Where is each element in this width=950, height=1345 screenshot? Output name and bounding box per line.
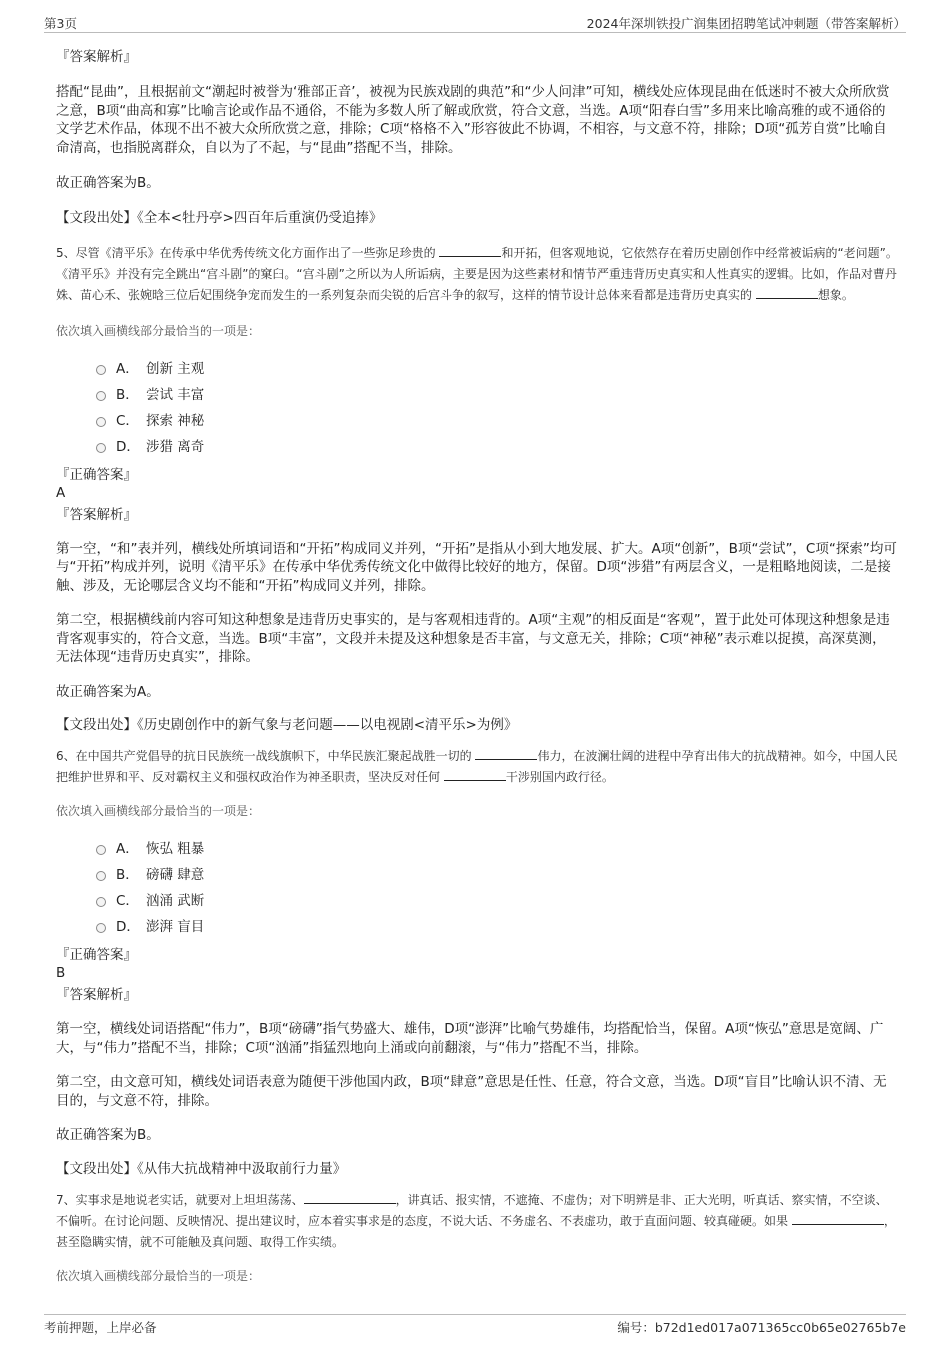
radio-button[interactable] (96, 845, 106, 855)
page-header (44, 12, 906, 33)
radio-button[interactable] (96, 417, 106, 427)
correct-answer-label: 『正确答案』 (56, 466, 137, 483)
option-c[interactable]: C． 探索 神秘 (96, 408, 898, 434)
source: 【文段出处】《从伟大抗战精神中汲取前行力量》 (56, 1160, 347, 1177)
answer-blank (304, 1191, 396, 1204)
radio-button[interactable] (96, 443, 106, 453)
page-footer (44, 1314, 906, 1335)
document-title: 2024年深圳铁投广润集团招聘笔试冲刺题（带答案解析） (586, 16, 906, 31)
correct-answer: B (56, 965, 66, 981)
analysis-text: 第二空，由文意可知，横线处词语表意为随便干涉他国内政，B项“肆意”意思是任性、任意，符合文意，当选。D项“盲目”比喻认识不清、无目的，与文意不符，排除。 (56, 1074, 887, 1109)
analysis-label: 『答案解析』 (56, 506, 137, 523)
page-content (56, 42, 898, 1285)
question-instruction: 依次填入画横线部分最恰当的一项是： (56, 1268, 261, 1283)
answer-blank (439, 244, 501, 257)
conclusion: 故正确答案为B。 (56, 1127, 160, 1143)
answer-blank (756, 286, 818, 299)
conclusion: 故正确答案为A。 (56, 683, 160, 700)
question-instruction: 依次填入画横线部分最恰当的一项是： (56, 323, 261, 338)
question-instruction: 依次填入画横线部分最恰当的一项是： (56, 804, 261, 818)
option-d[interactable]: D． 澎湃 盲目 (96, 914, 898, 940)
option-list-5 (56, 356, 898, 460)
correct-answer-label: 『正确答案』 (56, 947, 137, 963)
footer-slogan: 考前押题，上岸必备 (44, 1320, 157, 1335)
radio-button[interactable] (96, 871, 106, 881)
analysis-text: 搭配“昆曲”，且根据前文“潮起时被誉为‘雅部正音’，被视为民族戏剧的典范”和“少人问津”可知，横线处应体现昆曲在低迷时不被大众所欣赏之意，B项“曲高和寡”比喻言论或作品不通俗，不能为多数人所了解或欣赏，符合文意，当选。A项“阳春白雪”多用来比喻高雅的或不通俗的文学艺术作品，体现不出不被大众所欣赏之意，排除；C项“格格不入”形容彼此不协调，不相容，与文意不符，排除；D项“孤芳自赏”比喻自命清高，也指脱离群众，自以为了不起，与“昆曲”搭配不当，排除。 (56, 84, 890, 156)
option-b[interactable]: B． 磅礴 肆意 (96, 862, 898, 888)
source: 【文段出处】《全本<牡丹亭>四百年后重演仍受追捧》 (56, 209, 383, 226)
conclusion: 故正确答案为B。 (56, 175, 160, 191)
question-stem-5: 5、尽管《清平乐》在传承中华优秀传统文化方面作出了一些弥足珍贵的 和开拓，但客观地说，它依然存在着历史剧创作中经常被诟病的“老问题”。《清平乐》并没有完全跳出“宫斗剧”的窠臼。“宫斗剧”之所以为人所诟病，主要是因为这些素材和情节严重违背历史真实和人性真实的逻辑。比如，作品对曹丹姝、苗心禾、张婉晗三位后妃围绕争宠而发生的一系列复杂而尖锐的后宫斗争的叙写，这样的情节设计总体来看都是违背历史真实的 想象。 (56, 245, 898, 302)
analysis-text: 第一空，横线处词语搭配“伟力”，B项“磅礴”指气势盛大、雄伟，D项“澎湃”比喻气势雄伟，均搭配恰当，保留。A项“恢弘”意思是宽阔、广大，与“伟力”搭配不当，排除；C项“汹涌”指猛烈地向上涌或向前翻滚，与“伟力”搭配不当，排除。 (56, 1021, 884, 1056)
answer-blank (475, 747, 537, 760)
answer-blank (792, 1212, 884, 1225)
question-stem-7: 7、实事求是地说老实话，就要对上坦坦荡荡、 ，讲真话、报实情，不遮掩、不虚伪；对下明辨是非、正大光明，听真话、察实情，不空谈、不偏听。在讨论问题、反映情况、提出建议时，应本着实事求是的态度，不说大话、不务虚名、不表虚功，敢于直面问题、较真碰硬。如果 ，甚至隐瞒实情，就不可能触及真问题、取得工作实绩。 (56, 1192, 896, 1249)
radio-button[interactable] (96, 923, 106, 933)
radio-button[interactable] (96, 897, 106, 907)
option-d[interactable]: D． 涉猎 离奇 (96, 434, 898, 460)
analysis-text: 第二空，根据横线前内容可知这种想象是违背历史事实的，是与客观相违背的。A项“主观”的相反面是“客观”，置于此处可体现这种想象是违背客观事实的，符合文意，当选。B项“丰富”，文段并未提及这种想象是否丰富，与文意无关，排除；C项“神秘”表示难以捉摸，高深莫测，无法体现“违背历史真实”，排除。 (56, 612, 890, 665)
page-number: 第3页 (44, 16, 77, 31)
correct-answer: A (56, 484, 66, 501)
option-a[interactable]: A． 创新 主观 (96, 356, 898, 382)
document-id: 编号：b72d1ed017a071365cc0b65e02765b7e (617, 1320, 906, 1335)
option-c[interactable]: C． 汹涌 武断 (96, 888, 898, 914)
option-b[interactable]: B． 尝试 丰富 (96, 382, 898, 408)
radio-button[interactable] (96, 391, 106, 401)
option-list-6 (56, 836, 898, 940)
option-a[interactable]: A． 恢弘 粗暴 (96, 836, 898, 862)
radio-button[interactable] (96, 365, 106, 375)
analysis-label: 『答案解析』 (56, 49, 137, 65)
source: 【文段出处】《历史剧创作中的新气象与老问题——以电视剧<清平乐>为例》 (56, 717, 518, 733)
answer-blank (444, 768, 506, 781)
analysis-text: 第一空，“和”表并列，横线处所填词语和“开拓”构成同义并列，“开拓”是指从小到大地发展、扩大。A项“创新”，B项“尝试”，C项“探索”均可与“开拓”构成并列，说明《清平乐》在传承中华优秀传统文化中做得比较好的地方，保留。D项“涉猎”有两层含义，一是粗略地阅读，二是接触、涉及，无论哪层含义均不能和“开拓”构成同义并列，排除。 (56, 540, 897, 594)
analysis-label: 『答案解析』 (56, 987, 137, 1003)
question-stem-6: 6、在中国共产党倡导的抗日民族统一战线旗帜下，中华民族汇聚起战胜一切的 伟力，在波澜壮阔的进程中孕育出伟大的抗战精神。如今，中国人民把维护世界和平、反对霸权主义和强权政治作为神圣职责，坚决反对任何 干涉别国内政行径。 (56, 749, 898, 784)
